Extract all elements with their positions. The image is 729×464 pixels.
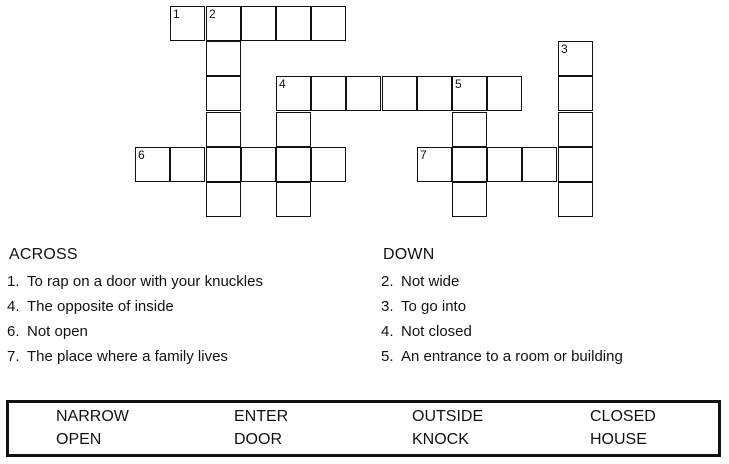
word-bank-word: CLOSED (590, 408, 656, 425)
crossword-cell[interactable] (276, 76, 311, 111)
clue-number: 7. (7, 348, 20, 365)
crossword-cell[interactable] (311, 147, 346, 182)
clue-number: 4. (381, 323, 394, 340)
crossword-cell[interactable] (417, 76, 452, 111)
crossword-cell[interactable] (452, 112, 487, 147)
clue-number: 1. (7, 273, 20, 290)
crossword-cell[interactable] (206, 41, 241, 76)
across-clue (7, 298, 263, 323)
down-heading: DOWN (383, 246, 435, 263)
crossword-cell[interactable] (206, 182, 241, 217)
word-bank-word: KNOCK (412, 431, 469, 448)
clue-number-label: 3 (561, 42, 568, 56)
clue-number: 6. (7, 323, 20, 340)
crossword-cell[interactable] (522, 147, 557, 182)
crossword-cell[interactable] (241, 147, 276, 182)
crossword-cell[interactable] (276, 6, 311, 41)
clue-text: Not open (27, 323, 88, 340)
crossword-grid (0, 0, 729, 230)
clue-number-label: 5 (455, 77, 462, 91)
down-clue-list (381, 273, 623, 373)
word-bank (6, 400, 721, 457)
across-heading: ACROSS (9, 246, 78, 263)
down-clue (381, 298, 623, 323)
clue-text: Not wide (401, 273, 460, 290)
crossword-cell[interactable] (417, 147, 452, 182)
crossword-cell[interactable] (276, 182, 311, 217)
across-clue (7, 323, 263, 348)
crossword-cell[interactable] (346, 76, 381, 111)
crossword-cell[interactable] (558, 147, 593, 182)
crossword-cell[interactable] (135, 147, 170, 182)
across-clue (7, 273, 263, 298)
clue-number: 5. (381, 348, 394, 365)
clue-text: The place where a family lives (27, 348, 228, 365)
clue-number-label: 7 (420, 148, 427, 162)
clue-number-label: 1 (173, 7, 180, 21)
crossword-cell[interactable] (170, 6, 205, 41)
clue-number-label: 6 (138, 148, 145, 162)
crossword-cell[interactable] (206, 147, 241, 182)
crossword-cell[interactable] (452, 76, 487, 111)
down-clue (381, 348, 623, 373)
crossword-cell[interactable] (241, 6, 276, 41)
crossword-cell[interactable] (452, 147, 487, 182)
clue-number-label: 2 (209, 7, 216, 21)
word-bank-word: OUTSIDE (412, 408, 484, 425)
across-clue-list (7, 273, 263, 373)
clue-text: Not closed (401, 323, 472, 340)
down-clue (381, 273, 623, 298)
crossword-cell[interactable] (558, 41, 593, 76)
clue-text: The opposite of inside (27, 298, 174, 315)
word-bank-word: NARROW (56, 408, 129, 425)
crossword-cell[interactable] (311, 6, 346, 41)
crossword-cell[interactable] (558, 76, 593, 111)
word-bank-word: ENTER (234, 408, 289, 425)
crossword-cell[interactable] (206, 76, 241, 111)
crossword-cell[interactable] (487, 147, 522, 182)
clue-number: 3. (381, 298, 394, 315)
crossword-cell[interactable] (276, 147, 311, 182)
clue-number: 2. (381, 273, 394, 290)
clue-number: 4. (7, 298, 20, 315)
word-bank-word: HOUSE (590, 431, 647, 448)
crossword-cell[interactable] (276, 112, 311, 147)
crossword-cell[interactable] (558, 182, 593, 217)
crossword-cell[interactable] (206, 112, 241, 147)
clue-text: To go into (401, 298, 467, 315)
clue-text: An entrance to a room or building (401, 348, 623, 365)
crossword-cell[interactable] (452, 182, 487, 217)
crossword-cell[interactable] (487, 76, 522, 111)
crossword-cell[interactable] (206, 6, 241, 41)
word-bank-word: DOOR (234, 431, 282, 448)
word-bank-word: OPEN (56, 431, 102, 448)
crossword-cell[interactable] (170, 147, 205, 182)
across-clue (7, 348, 263, 373)
crossword-cell[interactable] (382, 76, 417, 111)
down-clue (381, 323, 623, 348)
crossword-cell[interactable] (558, 112, 593, 147)
crossword-cell[interactable] (311, 76, 346, 111)
clue-number-label: 4 (279, 77, 286, 91)
clue-text: To rap on a door with your knuckles (27, 273, 263, 290)
